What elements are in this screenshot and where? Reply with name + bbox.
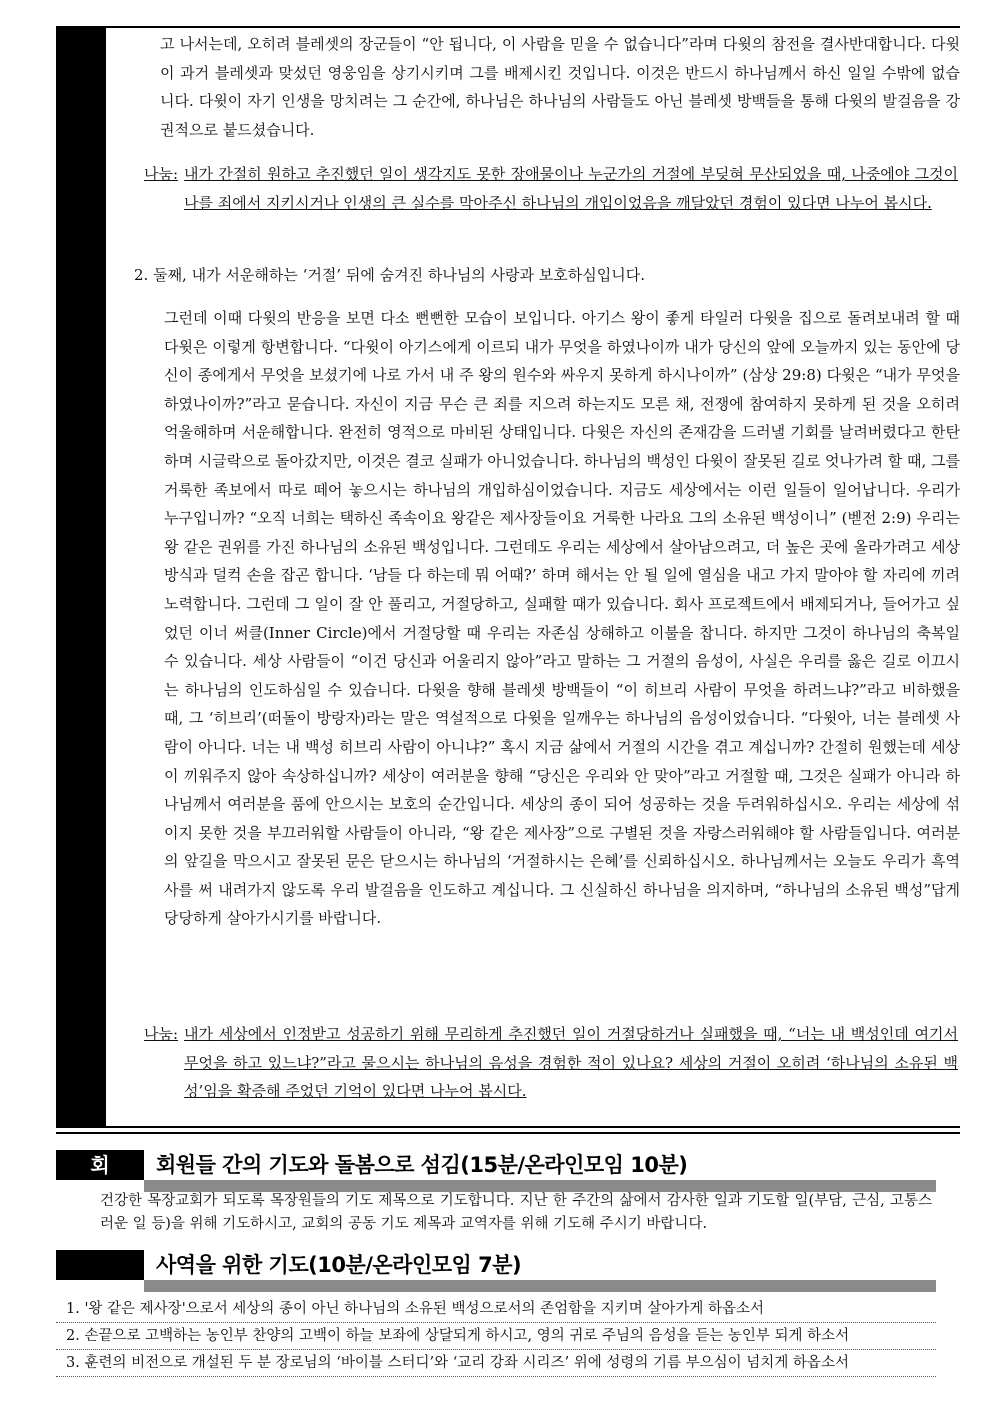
section-title: 사역을 위한 기도(10분/온라인모임 7분)	[156, 1253, 522, 1277]
section-title-bar	[144, 1280, 936, 1292]
sharing-text: 내가 간절히 원하고 추진했던 일이 생각지도 못한 장애물이나 누군가의 거절에 부딪혀 무산되었을 때, 나중에야 그것이 나를 죄에서 지키시거나 인생의 큰 실수를 막아주신 하나님의 개입이었음을 깨달았던 경험이 있다면 나누어 봅시다.	[184, 165, 958, 212]
sharing-text: 내가 세상에서 인정받고 성공하기 위해 무리하게 추진했던 일이 거절당하거나 실패했을 때, “너는 내 백성인데 여기서 무엇을 하고 있느냐?”라고 물으시는 하나님의 음성을 경험한 적이 있나요? 세상의 거절이 오히려 ‘하나님의 소유된 백성’임을 확증해 주었던 기억이 있다면 나누어 봅시다.	[184, 1025, 958, 1101]
section-title: 회원들 간의 기도와 돌봄으로 섬김(15분/온라인모임 10분)	[156, 1153, 688, 1177]
care-section-header	[56, 1150, 936, 1190]
sharing-question-1	[144, 160, 958, 217]
main-paragraph: 그런데 이때 다윗의 반응을 보면 다소 뻔뻔한 모습이 보입니다. 아기스 왕이 좋게 타일러 다윗을 집으로 돌려보내려 할 때 다윗은 이렇게 항변합니다. “다윗이 아기스에게 이르되 내가 무엇을 하였나이까 내가 당신의 앞에 오늘까지 있는 동안에 당신이 종에게서 무엇을 보셨기에 나로 가서 내 주 왕의 원수와 싸우지 못하게 하시나이까” (삼상 29:8) 다윗은 “내가 무엇을 하였나이까?”라고 묻습니다. 자신이 지금 무슨 큰 죄를 지으려 하는지도 모른 채, 전쟁에 참여하지 못하게 된 것을 오히려 억울해하며 서운해합니다. 완전히 영적으로 마비된 상태입니다. 다윗은 자신의 존재감을 드러낼 기회를 날려버렸다고 한탄하며 시글락으로 돌아갔지만, 이것은 결코 실패가 아니었습니다. 하나님의 백성인 다윗이 잘못된 길로 엇나가려 할 때, 그를 거룩한 족보에서 따로 떼어 놓으시는 하나님의 개입하심이었습니다. 지금도 세상에서는 이런 일들이 일어납니다. 우리가 누구입니까? “오직 너희는 택하신 족속이요 왕같은 제사장들이요 거룩한 나라요 그의 소유된 백성이니” (벧전 2:9) 우리는 왕 같은 권위를 가진 하나님의 소유된 백성입니다. 그런데도 우리는 세상에서 살아남으려고, 더 높은 곳에 올라가려고 세상 방식과 덜컥 손을 잡곤 합니다. ‘남들 다 하는데 뭐 어때?’ 하며 해서는 안 될 일에 열심을 내고 가지 말아야 할 자리에 끼려 노력합니다. 그런데 그 일이 잘 안 풀리고, 거절당하고, 실패할 때가 있습니다. 회사 프로젝트에서 배제되거나, 들어가고 싶었던 이너 써클(Inner Circle)에서 거절당할 때 우리는 자존심 상해하고 이불을 찹니다. 하지만 그것이 하나님의 축복일 수 있습니다. 세상 사람들이 “이건 당신과 어울리지 않아”라고 말하는 그 거절의 음성이, 사실은 우리를 옳은 길로 이끄시는 하나님의 인도하심일 수 있습니다. 다윗을 향해 블레셋 방백들이 “이 히브리 사람이 무엇을 하려느냐?”라고 비하했을 때, 그 ‘히브리’(떠돌이 방랑자)라는 말은 역설적으로 다윗을 일깨우는 하나님의 음성이었습니다. “다윗아, 너는 블레셋 사람이 아니다. 너는 내 백성 히브리 사람이 아니냐?” 혹시 지금 삶에서 거절의 시간을 겪고 계십니까? 간절히 원했는데 세상이 끼워주지 않아 속상하십니까? 세상이 여러분을 향해 “당신은 우리와 안 맞아”라고 거절할 때, 그것은 실패가 아니라 하나님께서 여러분을 품에 안으시는 보호의 순간입니다. 세상의 종이 되어 성공하는 것을 두려워하십시오. 우리는 세상에 섞이지 못한 것을 부끄러워할 사람들이 아니라, “왕 같은 제사장”으로 구별된 것을 자랑스러워해야 할 사람들입니다. 여러분의 앞길을 막으시고 잘못된 문은 닫으시는 하나님의 ‘거절하시는 은혜’를 신뢰하십시오. 하나님께서는 오늘도 우리가 흑역사를 써 내려가지 않도록 우리 발걸음을 인도하고 계십니다. 그 신실하신 하나님을 의지하며, “하나님의 소유된 백성”답게 당당하게 살아가시기를 바랍니다.	[164, 309, 960, 928]
list-item: 1. '왕 같은 제사장'으로서 세상의 종이 아닌 하나님의 소유된 백성으로서의 존엄함을 지키며 살아가게 하옵소서	[56, 1296, 936, 1323]
section-tag	[56, 1250, 144, 1280]
list-item: 2. 손끝으로 고백하는 농인부 찬양의 고백이 하늘 보좌에 상달되게 하시고, 영의 귀로 주님의 음성을 듣는 농인부 되게 하소서	[56, 1323, 936, 1350]
sharing-question-2	[144, 1020, 958, 1106]
section-tag: 회	[56, 1150, 144, 1180]
ministry-section-header	[56, 1250, 936, 1290]
sharing-label: 나눔:	[144, 1025, 179, 1043]
list-item: 3. 훈련의 비전으로 개설된 두 분 장로님의 ‘바이블 스터디’와 ‘교리 강좌 시리즈’ 위에 성령의 기름 부으심이 넘치게 하옵소서	[56, 1350, 936, 1377]
section-divider	[56, 1132, 960, 1134]
point-2-heading: 2. 둘째, 내가 서운해하는 ‘거절’ 뒤에 숨겨진 하나님의 사랑과 보호하심입니다.	[134, 266, 645, 284]
care-intro: 건강한 목장교회가 되도록 목장원들의 기도 제목으로 기도합니다. 지난 한 주간의 삶에서 감사한 일과 기도할 일(부담, 근심, 고통스러운 일 등)을 위해 기도하시고, 교회의 공동 기도 제목과 교역자를 위해 기도해 주시기 바랍니다.	[100, 1193, 932, 1232]
left-black-bar	[56, 28, 106, 1126]
sharing-label: 나눔:	[144, 165, 179, 183]
continuation-paragraph: 고 나서는데, 오히려 블레셋의 장군들이 “안 됩니다, 이 사람을 믿을 수 없습니다”라며 다윗의 참전을 결사반대합니다. 다윗이 과거 블레셋과 맞섰던 영웅임을 상기시키며 그를 배제시킨 것입니다. 이것은 반드시 하나님께서 하신 일일 수밖에 없습니다. 다윗이 자기 인생을 망치려는 그 순간에, 하나님은 하나님의 사람들도 아닌 블레셋 방백들을 통해 다윗의 발걸음을 강권적으로 붙드셨습니다.	[160, 35, 960, 139]
sermon-frame	[56, 26, 960, 1128]
ministry-prayer-list	[56, 1296, 936, 1377]
